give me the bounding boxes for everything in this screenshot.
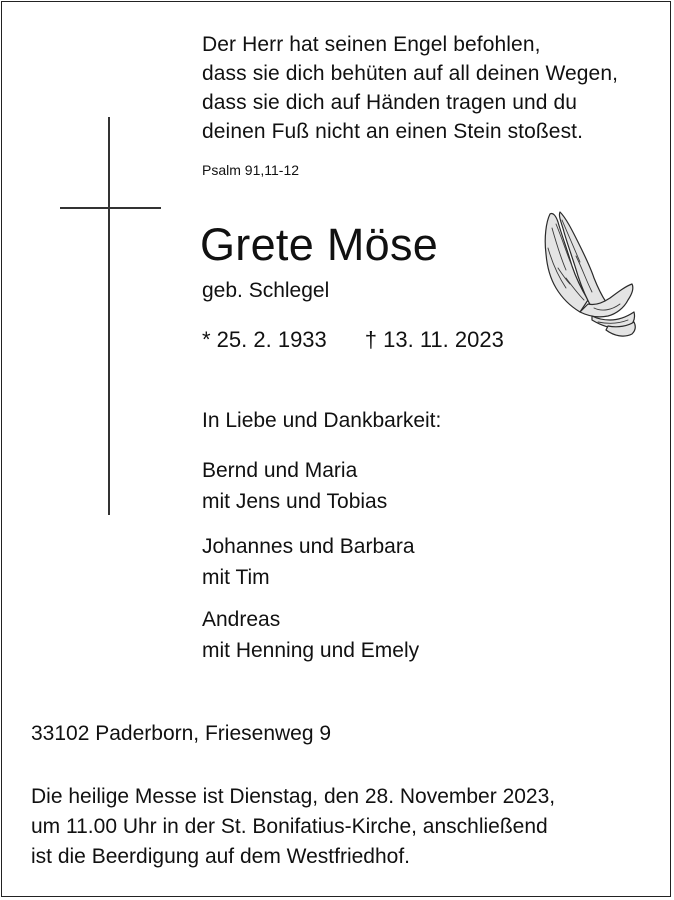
bible-verse (202, 30, 618, 146)
verse-line: dass sie dich auf Händen tragen und du (202, 91, 578, 114)
service-line: Die heilige Messe ist Dienstag, den 28. November 2023, (31, 785, 556, 808)
praying-hands-icon (536, 208, 638, 340)
mourner-line: Andreas (202, 608, 281, 631)
service-line: um 11.00 Uhr in der St. Bonifatius-Kirche, anschließend (31, 815, 548, 838)
mourner-group (202, 531, 415, 593)
mourner-group (202, 604, 419, 666)
life-dates (202, 325, 504, 355)
mourner-line: mit Tim (202, 566, 270, 589)
mourner-line: Johannes und Barbara (202, 535, 415, 558)
service-line: ist die Beerdigung auf dem Westfriedhof. (31, 845, 410, 868)
verse-line: dass sie dich behüten auf all deinen Wegen, (202, 62, 619, 85)
mourner-group (202, 455, 387, 517)
mourner-line: mit Jens und Tobias (202, 490, 388, 513)
death-date: † 13. 11. 2023 (364, 327, 504, 352)
birth-name: geb. Schlegel (202, 279, 330, 302)
service-info (31, 782, 555, 872)
mourner-line: Bernd und Maria (202, 459, 358, 482)
verse-line: Der Herr hat seinen Engel befohlen, (202, 33, 541, 56)
birth-date: * 25. 2. 1933 (202, 327, 327, 352)
mourners-intro: In Liebe und Dankbarkeit: (202, 409, 442, 432)
cross-horizontal-bar (60, 207, 161, 209)
deceased-name: Grete Möse (200, 219, 439, 270)
verse-line: deinen Fuß nicht an einen Stein stoßest. (202, 120, 584, 143)
mourner-line: mit Henning und Emely (202, 639, 420, 662)
verse-source: Psalm 91,11-12 (202, 162, 300, 178)
cross-vertical-bar (108, 117, 110, 515)
address: 33102 Paderborn, Friesenweg 9 (31, 722, 332, 745)
